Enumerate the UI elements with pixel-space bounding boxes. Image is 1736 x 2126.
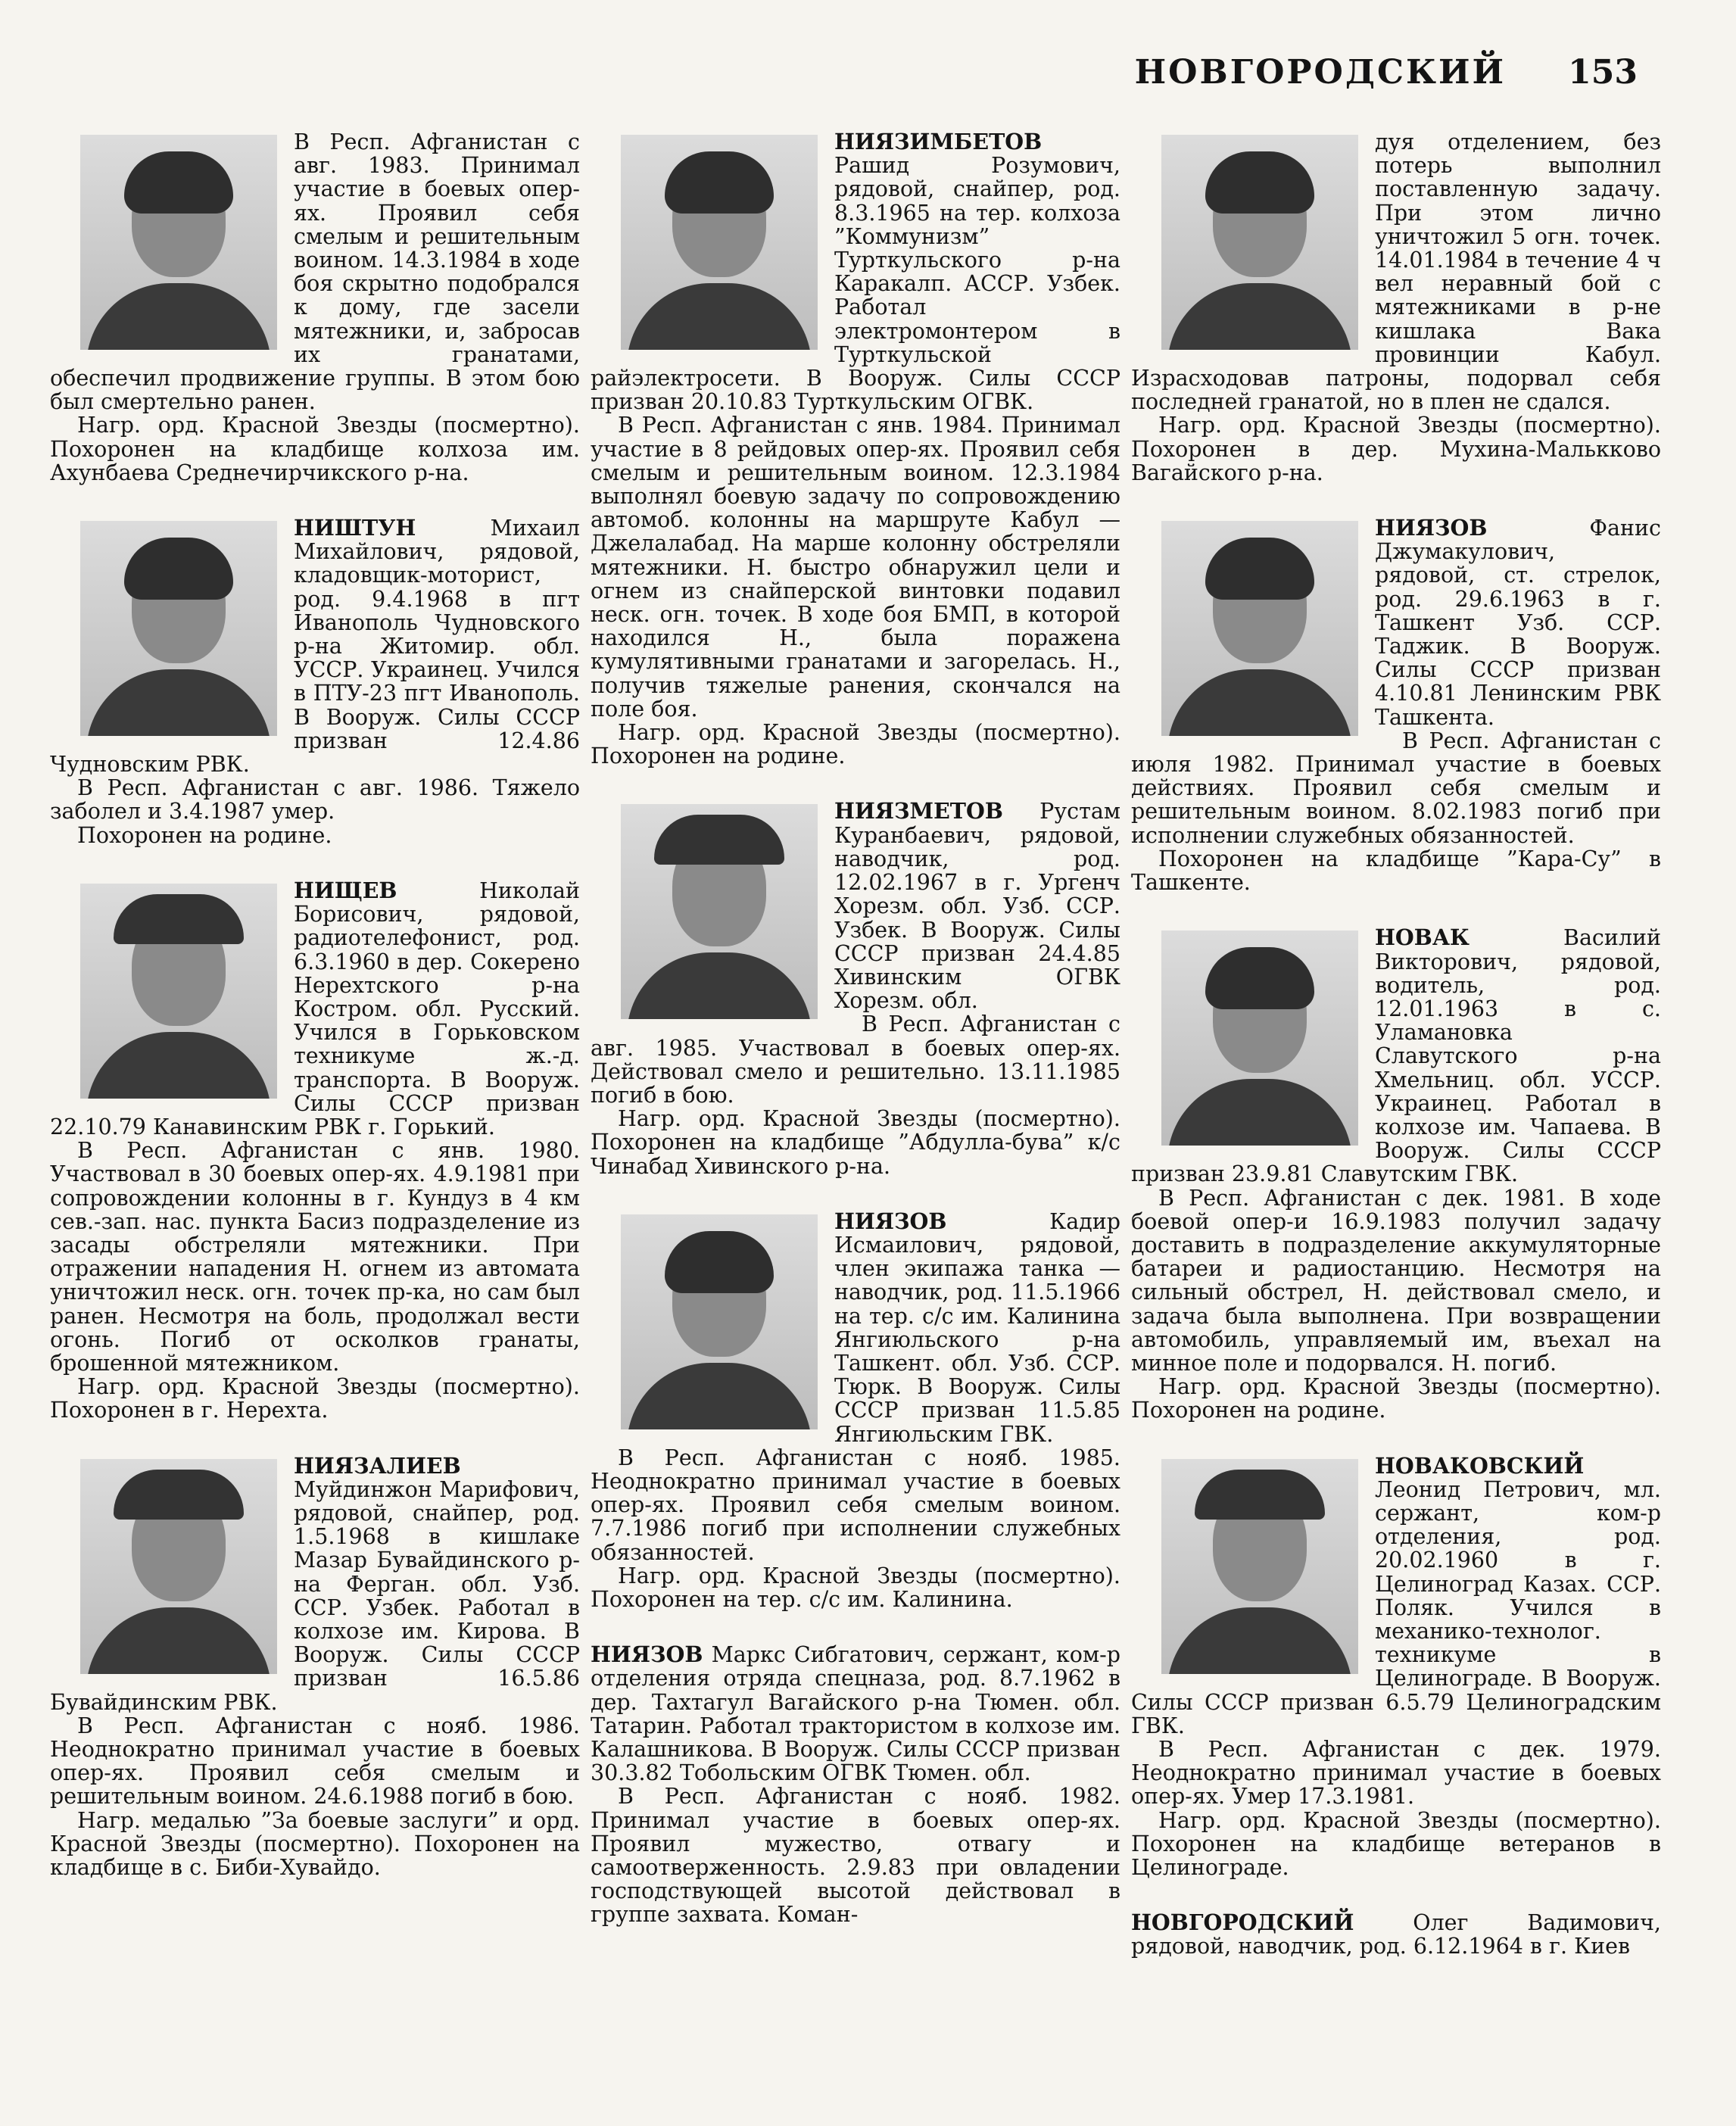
person-surname: НИЯЗОВ	[591, 1641, 703, 1668]
person-surname: НИЯЗИМБЕТОВ	[834, 129, 1043, 154]
biography-entry	[50, 879, 580, 1423]
paragraph-text: Леонид Петрович, мл. сержант, ком-р отделения, род. 20.02.1960 в г. Целиноград Казах. ССР. Поляк. Учился в механико-технолог. техникуме в Целинограде. В Вооруж. Силы СССР призван 6.5.79 Целиноградским ГВК.	[1131, 1476, 1661, 1738]
biography-entry	[1131, 516, 1661, 894]
entry-paragraph	[591, 1446, 1120, 1564]
entry-paragraph	[1131, 729, 1661, 847]
running-title: НОВГОРОДСКИЙ	[1134, 53, 1507, 92]
paragraph-text: Николай Борисович, рядовой, радиотелефонист, род. 6.3.1960 в дер. Сокерено Нерехтского р-на Костром. обл. Русский. Учился в Горьковском техникуме ж.-д. транспорта. В Вооруж. Силы СССР призван 22.10.79 Канавинским РВК г. Горький.	[50, 878, 580, 1139]
paragraph-text: В Респ. Афганистан с авг. 1985. Участвовал в боевых опер-ях. Действовал смело и решительно. 13.11.1985 погиб в бою.	[591, 1012, 1120, 1108]
paragraph-text: Маркс Сибгатович, сержант, ком-р отделения отряда спецназа, род. 8.7.1962 в дер. Тахтагул Вагайского р-на Тюмен. обл. Татарин. Работал трактористом в колхозе им. Калашникова. В Вооруж. Силы СССР призван 30.3.82 Тобольским ОГВК Тюмен. обл.	[591, 1642, 1120, 1786]
column-2	[591, 130, 1120, 1959]
portrait-photo	[1161, 521, 1358, 736]
paragraph-text: Нагр. орд. Красной Звезды (посмертно). Похоронен на кладбище ветеранов в Целинограде.	[1131, 1807, 1661, 1881]
portrait-photo-cap	[80, 884, 277, 1099]
paragraph-text: Нагр. орд. Красной Звезды (посмертно). Похоронен в г. Нерехта.	[50, 1374, 580, 1423]
entry-paragraph	[591, 413, 1120, 721]
entry-paragraph	[50, 1809, 580, 1880]
entry-paragraph	[50, 776, 580, 823]
paragraph-text: Олег Вадимович, рядовой, наводчик, род. 6.12.1964 в г. Киев	[1131, 1910, 1661, 1959]
paragraph-text: Похоронен на родине.	[77, 822, 332, 848]
entry-paragraph	[1131, 1911, 1661, 1958]
person-surname: НИЯЗОВ	[1375, 515, 1488, 541]
entry-paragraph	[1131, 1809, 1661, 1880]
entry-paragraph	[591, 1012, 1120, 1107]
paragraph-text: Нагр. орд. Красной Звезды (посмертно). Похоронен на кладбище ”Абдулла-бува” к/с Чинабад Хивинского р-на.	[591, 1106, 1120, 1179]
biography-entry	[1131, 1454, 1661, 1880]
biography-entry	[1131, 926, 1661, 1422]
person-surname: НИЯЗМЕТОВ	[834, 798, 1003, 825]
portrait-photo-cap	[1161, 1459, 1358, 1674]
column-3	[1131, 130, 1661, 1990]
paragraph-text: Нагр. орд. Красной Звезды (посмертно). Похоронен на родине.	[1131, 1374, 1661, 1423]
entry-paragraph	[50, 824, 580, 847]
paragraph-text: Нагр. орд. Красной Звезды (посмертно). Похоронен на кладбище колхоза им. Ахунбаева Среднечирчикского р-на.	[50, 413, 580, 485]
portrait-photo	[80, 135, 277, 350]
portrait-photo	[621, 1214, 818, 1429]
paragraph-text: Нагр. орд. Красной Звезды (посмертно). Похоронен в дер. Мухина-Малькково Вагайского р-на.	[1131, 413, 1661, 485]
paragraph-text: В Респ. Афганистан с янв. 1980. Участвовал в 30 боевых опер-ях. 4.9.1981 при сопровождении колонны в г. Кундуз в 4 км сев.-зап. нас. пункта Басиз подразделение из засады обстреляли мятежники. При отражении нападения Н. огнем из автомата уничтожил неск. огн. точек пр-ка, но сам был ранен. Несмотря на боль, продолжал вести огонь. Погиб от осколков гранаты, брошенной мятежником.	[50, 1138, 580, 1376]
paragraph-text: дуя отделением, без потерь выполнил поставленную задачу. При этом лично уничтожил 5 огн. точек. 14.01.1984 в течение 4 ч вел неравный бой с мятежниками в р-не кишлака Вака провинции Кабул. Израсходовав патроны, подорвал себя последней гранатой, но в плен не сдался.	[1131, 129, 1661, 415]
biography-entry	[1131, 1911, 1661, 1958]
biography-entry	[591, 1643, 1120, 1926]
person-surname: НОВАК	[1375, 924, 1470, 951]
paragraph-text: Рашид Розумович, рядовой, снайпер, род. 8.3.1965 на тер. колхоза ”Коммунизм” Турткульского р-на Каракалп. АССР. Узбек. Работал электромонтером в Турткульской райэлектросети. В Вооруж. Силы СССР призван 20.10.83 Турткульским ОГВК.	[591, 153, 1120, 415]
paragraph-text: Михаил Михайлович, рядовой, кладовщик-моторист, род. 9.4.1968 в пгт Иванополь Чудновского р-на Житомир. обл. УССР. Украинец. Учился в ПТУ-23 пгт Иванополь. В Вооруж. Силы СССР призван 12.4.86 Чудновским РВК.	[50, 516, 580, 778]
biography-entry	[591, 1210, 1120, 1611]
biography-entry	[591, 130, 1120, 768]
entry-paragraph	[1131, 1186, 1661, 1376]
column-1	[50, 130, 580, 1911]
person-surname: НОВГОРОДСКИЙ	[1131, 1909, 1354, 1936]
entry-paragraph	[591, 721, 1120, 768]
paragraph-text: В Респ. Афганистан с нояб. 1985. Неоднократно принимал участие в боевых опер-ях. Проявил себя смелым воином. 7.7.1986 погиб при исполнении служебных обязанностей.	[591, 1445, 1120, 1565]
portrait-photo	[621, 135, 818, 350]
person-surname: НОВАКОВСКИЙ	[1375, 1452, 1585, 1479]
entry-paragraph	[50, 1375, 580, 1422]
paragraph-text: Кадир Исмаилович, рядовой, член экипажа танка — наводчик, род. 11.5.1966 на тер. с/с им. Калинина Янгиюльского р-на Ташкент. обл. Узб. ССР. Тюрк. В Вооруж. Силы СССР призван 11.5.85 Янгиюльским ГВК.	[834, 1208, 1120, 1447]
person-surname: НИЩЕВ	[294, 877, 397, 903]
biography-entry	[591, 800, 1120, 1177]
paragraph-text: В Респ. Афганистан с авг. 1983. Принимал участие в боевых опер-ях. Проявил себя смелым и решительным воином. 14.3.1984 в ходе боя скрытно подобрался к дому, где засели мятежники, и, забросав их гранатами, обеспечил продвижение группы. В этом бою был смертельно ранен.	[50, 129, 580, 415]
entry-paragraph	[591, 1107, 1120, 1178]
page-number: 153	[1568, 53, 1638, 92]
paragraph-text: В Респ. Афганистан с дек. 1981. В ходе боевой опер-и 16.9.1983 получил задачу доставить в подразделение аккумуляторные батареи и радиостанцию. Несмотря на сильный обстрел, Н. действовал смело, и задача была выполнена. При возвращении автомобиль, управляемый им, въехал на минное поле и подорвался. Н. погиб.	[1131, 1185, 1661, 1376]
entry-paragraph	[591, 1564, 1120, 1611]
paragraph-text: В Респ. Афганистан с июля 1982. Принимал участие в боевых действиях. Проявил себя смелым и решительным воином. 8.02.1983 погиб при исполнении служебных обязанностей.	[1131, 728, 1661, 848]
entry-paragraph	[1131, 1375, 1661, 1422]
person-surname: НИШТУН	[294, 515, 416, 541]
paragraph-text: Похоронен на кладбище ”Кара-Су” в Ташкенте.	[1131, 846, 1661, 896]
entry-paragraph	[1131, 847, 1661, 894]
portrait-photo-cap	[621, 804, 818, 1019]
paragraph-text: Нагр. орд. Красной Звезды (посмертно). Похоронен на тер. с/с им. Калинина.	[591, 1563, 1120, 1612]
paragraph-text: Фанис Джумакулович, рядовой, ст. стрелок, род. 29.6.1963 в г. Ташкент Узб. ССР. Таджик. В Вооруж. Силы СССР призван 4.10.81 Ленинским РВК Ташкента.	[1375, 516, 1661, 730]
biography-entry	[50, 130, 580, 485]
paragraph-text: Василий Викторович, рядовой, водитель, род. 12.01.1963 в с. Уламановка Славутского р-на Хмельниц. обл. УССР. Украинец. Работал в колхозе им. Чапаева. В Вооруж. Силы СССР призван 23.9.81 Славутским ГВК.	[1131, 925, 1661, 1187]
portrait-photo	[1161, 931, 1358, 1146]
portrait-photo	[80, 521, 277, 736]
entry-paragraph	[1131, 413, 1661, 485]
entry-paragraph	[50, 413, 580, 485]
entry-paragraph	[1131, 1738, 1661, 1809]
entry-paragraph	[591, 1785, 1120, 1926]
paragraph-text: Муйдинжон Марифович, рядовой, снайпер, род. 1.5.1968 в кишлаке Мазар Бувайдинского р-на Ферган. обл. Узб. ССР. Узбек. Работал в колхозе им. Кирова. В Вооруж. Силы СССР призван 16.5.86 Бувайдинским РВК.	[50, 1476, 580, 1715]
paragraph-text: В Респ. Афганистан с авг. 1986. Тяжело заболел и 3.4.1987 умер.	[50, 775, 580, 825]
biography-entry	[50, 1454, 580, 1880]
paragraph-text: В Респ. Афганистан с дек. 1979. Неоднократно принимал участие в боевых опер-ях. Умер 17.3.1981.	[1131, 1737, 1661, 1810]
paragraph-text: В Респ. Афганистан с янв. 1984. Принимал участие в 8 рейдовых опер-ях. Проявил себя смелым и решительным воином. 12.3.1984 выполнял боевую задачу по сопровождению автомоб. колонны на маршруте Кабул — Джелалабад. На марше колонну обстреляли мятежники. Н. быстро обнаружил цели и огнем из снайперской винтовки подавил неск. огн. точек. В ходе боя БМП, в которой находился Н., была поражена кумулятивными гранатами и загорелась. Н., получив тяжелые ранения, скончался на поле боя.	[591, 413, 1120, 722]
paragraph-text: Нагр. медалью ”За боевые заслуги” и орд. Красной Звезды (посмертно). Похоронен на кладбище в с. Биби-Хувайдо.	[50, 1807, 580, 1881]
person-surname: НИЯЗОВ	[834, 1208, 947, 1234]
paragraph-text: В Респ. Афганистан с нояб. 1986. Неоднократно принимал участие в боевых опер-ях. Проявил себя смелым и решительным воином. 24.6.1988 погиб в бою.	[50, 1713, 580, 1810]
biography-entry	[1131, 130, 1661, 485]
entry-paragraph	[591, 1643, 1120, 1785]
biography-entry	[50, 516, 580, 847]
page-header	[1135, 53, 1638, 92]
entry-paragraph	[50, 1714, 580, 1809]
paragraph-text: В Респ. Афганистан с нояб. 1982. Принимал участие в боевых опер-ях. Проявил мужество, отвагу и самоотверженность. 2.9.83 при овладении господствующей высотой действовал в группе захвата. Коман-	[591, 1784, 1120, 1928]
person-surname: НИЯЗАЛИЕВ	[294, 1452, 461, 1479]
paragraph-text: Рустам Куранбаевич, рядовой, наводчик, род. 12.02.1967 в г. Ургенч Хорезм. обл. Узб. ССР. Узбек. В Вооруж. Силы СССР призван 24.4.85 Хивинским ОГВК Хорезм. обл.	[834, 799, 1120, 1014]
portrait-photo	[1161, 135, 1358, 350]
entry-paragraph	[50, 1139, 580, 1375]
portrait-photo-cap	[80, 1459, 277, 1674]
paragraph-text: Нагр. орд. Красной Звезды (посмертно). Похоронен на родине.	[591, 720, 1120, 769]
